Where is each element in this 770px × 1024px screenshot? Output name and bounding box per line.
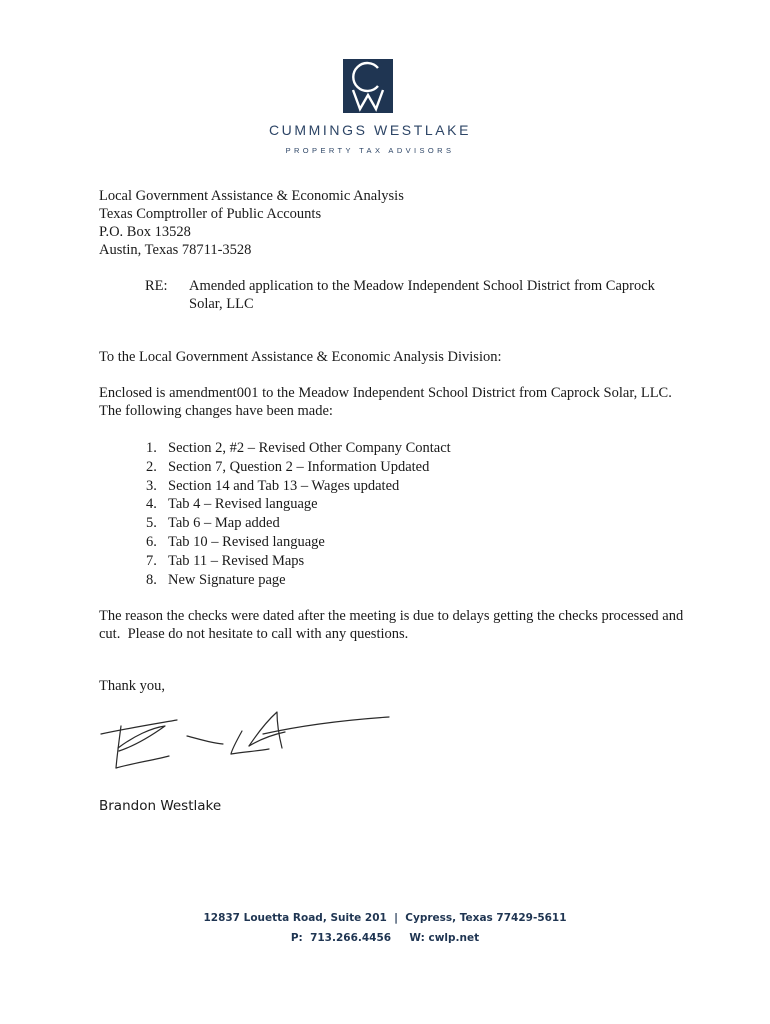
changes-list bbox=[146, 439, 451, 589]
signature-image bbox=[99, 706, 399, 776]
closing: Thank you, bbox=[99, 678, 166, 694]
subject-text bbox=[189, 277, 689, 313]
list-item: 3. Section 14 and Tab 13 – Wages updated bbox=[146, 477, 400, 494]
subject-line: Solar, LLC bbox=[189, 296, 254, 312]
list-item: 2. Section 7, Question 2 – Information Updated bbox=[146, 458, 430, 475]
company-logo bbox=[343, 59, 393, 113]
salutation: To the Local Government Assistance & Economic Analysis Division: bbox=[99, 349, 502, 365]
list-item: 4. Tab 4 – Revised language bbox=[146, 496, 318, 513]
footer-address: 12837 Louetta Road, Suite 201 | Cypress, Texas 77429-5611 bbox=[203, 912, 567, 924]
recipient-line: Austin, Texas 78711-3528 bbox=[99, 242, 252, 258]
list-item: 1. Section 2, #2 – Revised Other Company Contact bbox=[146, 440, 451, 456]
list-item: 5. Tab 6 – Map added bbox=[146, 515, 280, 532]
signer-name: Brandon Westlake bbox=[99, 798, 222, 814]
intro-paragraph: Enclosed is amendment001 to the Meadow Independent School District from Caprock Solar, LLC. The following changes have been made: bbox=[99, 385, 672, 419]
recipient-line: P.O. Box 13528 bbox=[99, 224, 191, 240]
footer-contact: P: 713.266.4456 W: cwlp.net bbox=[290, 932, 480, 944]
company-name: CUMMINGS WESTLAKE bbox=[268, 122, 472, 138]
recipient-address bbox=[99, 187, 404, 259]
list-item: 6. Tab 10 – Revised language bbox=[146, 533, 325, 550]
recipient-line: Local Government Assistance & Economic Analysis bbox=[99, 188, 404, 204]
recipient-line: Texas Comptroller of Public Accounts bbox=[99, 206, 322, 222]
subject-line: Amended application to the Meadow Independent School District from Caprock bbox=[189, 278, 655, 294]
company-tagline: PROPERTY TAX ADVISORS bbox=[285, 146, 455, 155]
cw-monogram-icon bbox=[343, 59, 393, 113]
reason-paragraph: The reason the checks were dated after the meeting is due to delays getting the checks processed and cut. Please do not hesitate to call with any questions. bbox=[99, 608, 687, 642]
subject-label: RE: bbox=[145, 278, 168, 294]
list-item: 7. Tab 11 – Revised Maps bbox=[146, 552, 305, 569]
list-item: 8. New Signature page bbox=[146, 571, 286, 588]
